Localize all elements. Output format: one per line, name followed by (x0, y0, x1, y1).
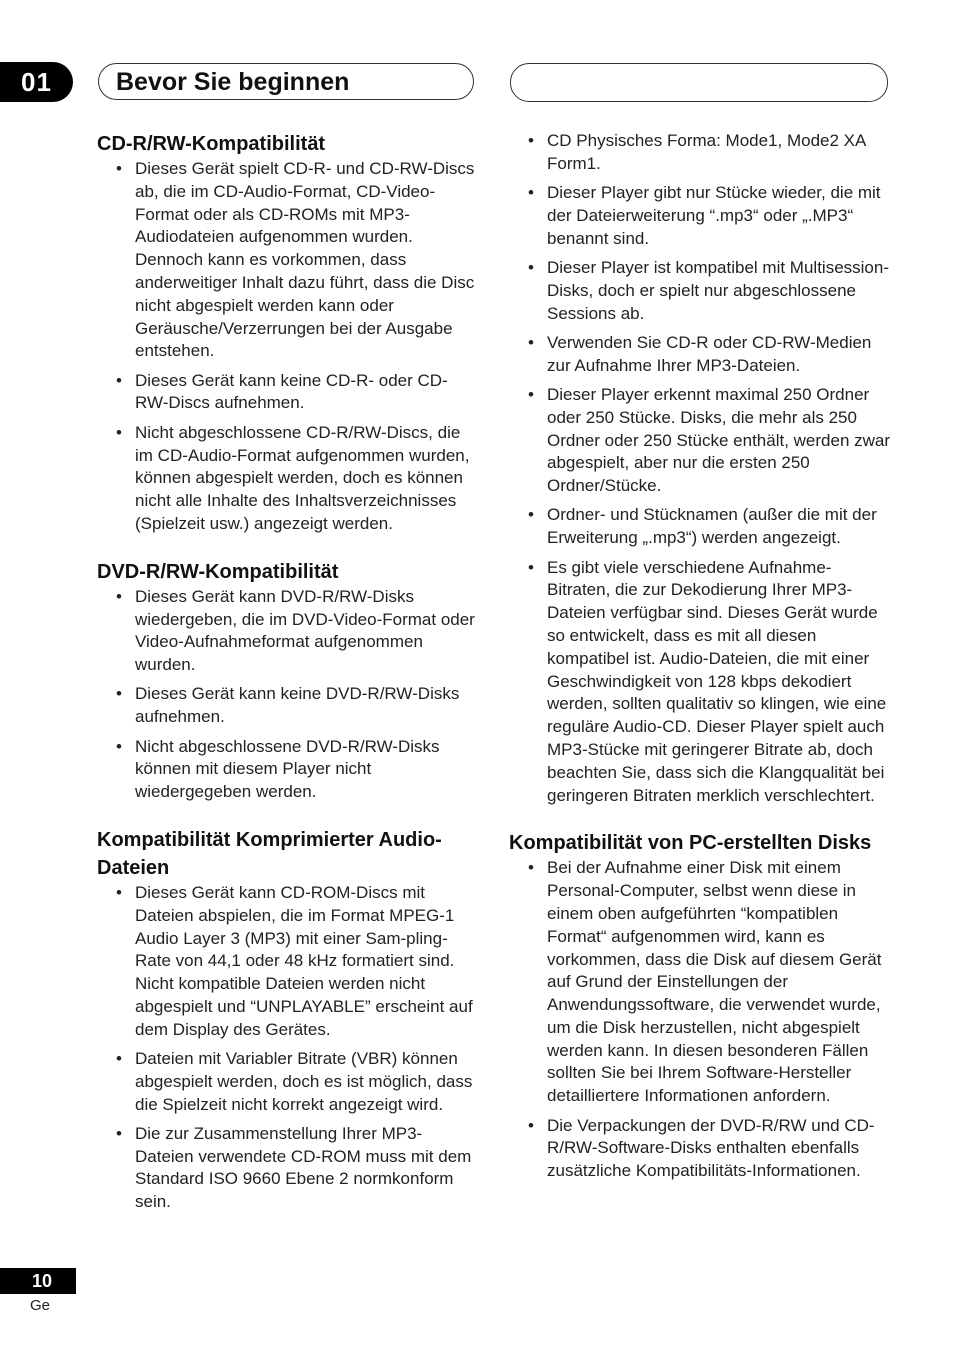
list-item: • Dieser Player ist kompatibel mit Multisession-Disks, doch er spielt nur abgeschlossene Sessions ab. (528, 257, 889, 323)
section-pc-disks (509, 829, 891, 1183)
chapter-number-badge: 01 (0, 62, 73, 102)
bullet-list (509, 130, 891, 807)
section-heading: Kompatibilität von PC-erstellten Disks (509, 832, 872, 855)
page-title: Bevor Sie beginnen (116, 68, 350, 96)
list-item: • Nicht abgeschlossene CD-R/RW-Discs, die im CD-Audio-Format aufgenommen wurden, können abgespielt werden, doch es können nicht alle Inhalte des Inhaltsverzeichnisses (Spielzeit usw.) angezeigt werden. (116, 422, 470, 533)
section-dvd-rw (97, 558, 477, 804)
list-item: • Ordner- und Stücknamen (außer die mit der Erweiterung „.mp3“) werden angezeigt. (528, 505, 877, 548)
language-code: Ge (30, 1297, 51, 1314)
list-item: • CD Physisches Forma: Mode1, Mode2 XA Form1. (528, 131, 866, 173)
list-item: • Die Verpackungen der DVD-R/RW und CD-R/RW-Software-Disks enthalten ebenfalls zusätzliche Kompatibilitäts-Informationen. (528, 1115, 875, 1181)
list-item: • Es gibt viele verschiedene Aufnahme-Bitraten, die zur Dekodierung Ihrer MP3-Dateien verfügbar sind. Dieses Gerät wurde so entwickelt, dass es mit all diesen kompatibel ist. Audio-Dateien, die mit einer Geschwindigkeit von 128 kbps dekodiert werden, sollten qualitativ so klingen, wie eine reguläre Audio-CD. Dieser Player spielt auch MP3-Stücke mit geringerer Bitrate ab, doch beachten Sie, dass sich die Klangqualität bei geringeren Bitraten merklich verschlechtert. (528, 557, 887, 805)
list-item: • Bei der Aufnahme einer Disk mit einem Personal-Computer, selbst wenn diese in einem oben aufgeführten “kompatiblen Format“ aufgenommen wird, kann es vorkommen, dass die Disk auf diesem Gerät auf Grund der Einstellungen der Anwendungssoftware, die verwendet wurde, um die Disk herzustellen, nicht abgespielt werden kann. In diesen besonderen Fällen sollten Sie bei Ihrem Software-Hersteller detailliertere Informationen anfordern. (528, 858, 882, 1106)
list-item: • Dieser Player gibt nur Stücke wieder, die mit der Dateierweiterung “.mp3“ oder „.MP3“ benannt sind. (528, 183, 881, 248)
left-column (97, 130, 477, 1236)
list-item: • Nicht abgeschlossene DVD-R/RW-Disks können mit diesem Player nicht wiedergegeben werden. (116, 736, 440, 802)
bullet-list (97, 882, 477, 1214)
list-item: • Dateien mit Variabler Bitrate (VBR) können abgespielt werden, doch es ist möglich, dass die Spielzeit nicht korrekt angezeigt wird. (116, 1049, 473, 1114)
section-heading: Kompatibilität Komprimierter Audio-Dateien (97, 828, 442, 879)
section-heading: CD-R/RW-Kompatibilität (97, 133, 326, 155)
list-item: • Dieses Gerät kann DVD-R/RW-Disks wiedergeben, die im DVD-Video-Format oder Video-Aufnahmeformat aufgenommen wurden. (116, 586, 475, 675)
chapter-title-box (98, 63, 474, 100)
list-item: • Verwenden Sie CD-R oder CD-RW-Medien zur Aufnahme Ihrer MP3-Dateien. (528, 332, 872, 375)
list-item: • Dieses Gerät kann keine DVD-R/RW-Disks aufnehmen. (116, 684, 460, 727)
right-column (509, 130, 891, 1205)
header-empty-box (510, 63, 888, 102)
page-number: 10 (0, 1268, 76, 1294)
list-item: • Die zur Zusammenstellung Ihrer MP3-Dateien verwendete CD-ROM muss mit dem Standard ISO 9660 Ebene 2 normkonform sein. (116, 1123, 472, 1212)
bullet-list (97, 586, 477, 804)
bullet-list (509, 857, 891, 1183)
list-item: • Dieses Gerät kann CD-ROM-Discs mit Dateien abspielen, die im Format MPEG-1 Audio Layer 3 (MP3) mit einer Sam-pling-Rate von 44,1 oder 48 kHz formatiert sind. Nicht kompatible Dateien werden nicht abgespielt und “UNPLAYABLE” erscheint auf dem Display des Gerätes. (116, 882, 473, 1039)
section-compressed-audio (97, 826, 477, 1214)
bullet-list (97, 158, 477, 536)
list-item: • Dieses Gerät spielt CD-R- und CD-RW-Discs ab, die im CD-Audio-Format, CD-Video-Format oder als CD-ROMs mit MP3-Audiodateien aufgenommen wurden. Dennoch kann es vorkommen, dass anderweitiger Inhalt dazu führt, dass die Disc nicht abgespielt werden kann oder Geräusche/Verzerrungen bei der Ausgabe entstehen. (116, 159, 475, 361)
list-item: • Dieser Player erkennt maximal 250 Ordner oder 250 Stücke. Disks, die mehr als 250 Ordner oder 250 Stücke enthält, werden zwar abgespielt, aber nur die ersten 250 Ordner/Stücke. (528, 384, 891, 496)
list-item: • Dieses Gerät kann keine CD-R- oder CD-RW-Discs aufnehmen. (116, 370, 448, 413)
section-cd-rw (97, 130, 477, 536)
section-continued (509, 130, 891, 807)
section-heading: DVD-R/RW-Kompatibilität (97, 560, 339, 583)
